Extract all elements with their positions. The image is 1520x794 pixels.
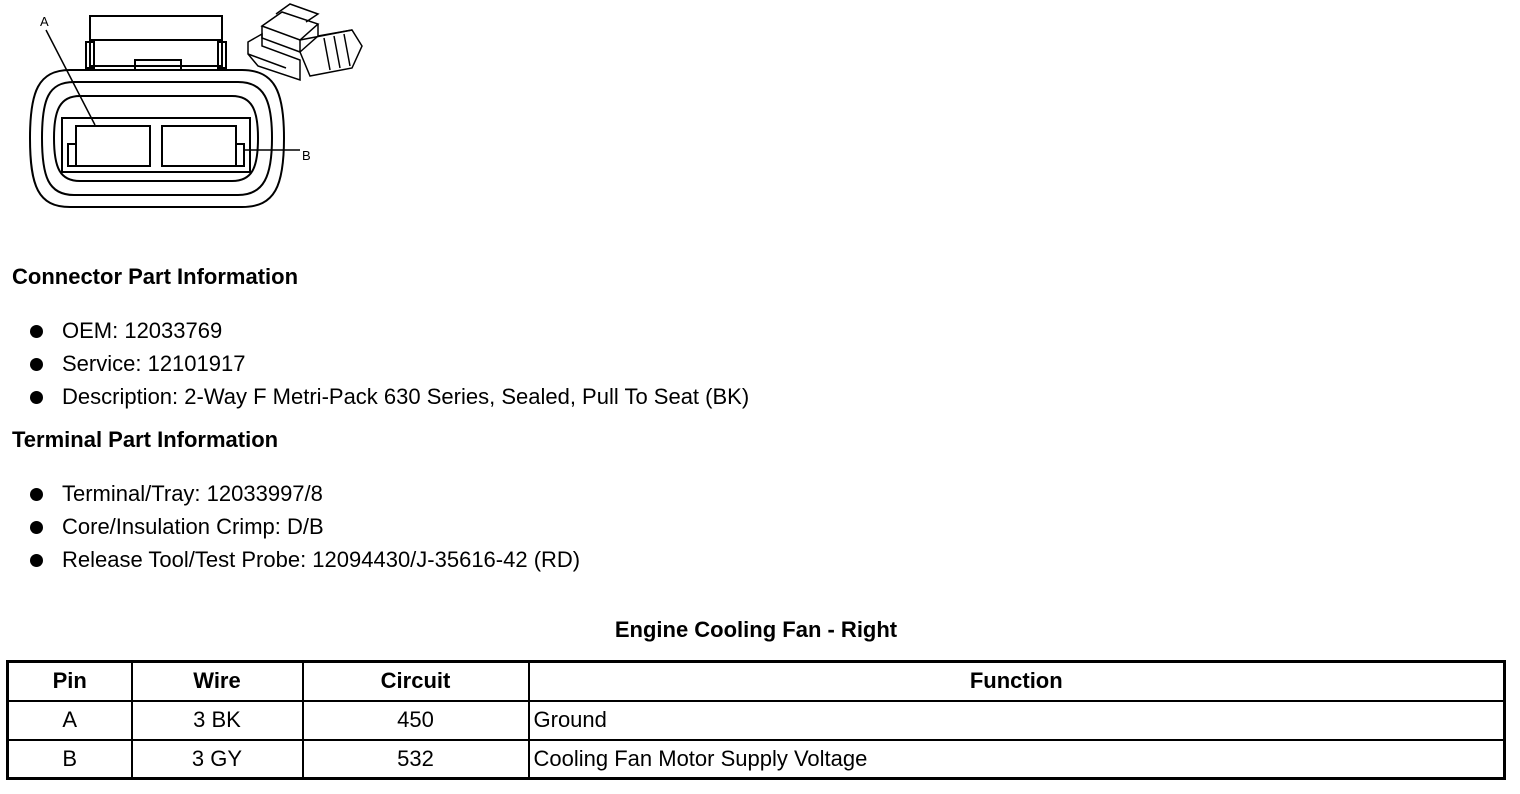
connector-oem: OEM: 12033769 xyxy=(62,318,223,343)
list-item xyxy=(28,513,580,546)
terminal-release-tool: Release Tool/Test Probe: 12094430/J-35616-42 (RD) xyxy=(62,547,581,572)
list-item xyxy=(28,546,580,579)
bullet-icon xyxy=(30,521,43,534)
connector-service: Service: 12101917 xyxy=(62,351,246,376)
table-title: Engine Cooling Fan - Right xyxy=(614,617,898,642)
terminal-info-title: Terminal Part Information xyxy=(12,427,279,452)
terminal-info-list xyxy=(28,480,580,579)
cell-circuit: 450 xyxy=(303,701,529,740)
table-row xyxy=(8,740,1505,779)
header-pin: Pin xyxy=(8,662,132,701)
bullet-icon xyxy=(30,358,43,371)
cell-pin: A xyxy=(8,701,132,740)
cell-pin: B xyxy=(8,740,132,779)
cell-wire: 3 GY xyxy=(132,740,303,779)
connector-info-title: Connector Part Information xyxy=(12,264,299,289)
header-circuit: Circuit xyxy=(303,662,529,701)
connector-description: Description: 2-Way F Metri-Pack 630 Series, Sealed, Pull To Seat (BK) xyxy=(62,384,750,409)
list-item xyxy=(28,383,749,416)
bullet-icon xyxy=(30,488,43,501)
cell-circuit: 532 xyxy=(303,740,529,779)
pin-a-label: A xyxy=(40,14,49,29)
table-row xyxy=(8,701,1505,740)
header-function: Function xyxy=(529,662,1505,701)
bullet-icon xyxy=(30,325,43,338)
terminal-tray: Terminal/Tray: 12033997/8 xyxy=(62,481,323,506)
cell-function: Ground xyxy=(529,701,1505,740)
list-item xyxy=(28,317,749,350)
connector-diagram xyxy=(0,0,380,220)
bullet-icon xyxy=(30,554,43,567)
bullet-icon xyxy=(30,391,43,404)
list-item xyxy=(28,350,749,383)
connector-info-list xyxy=(28,317,749,416)
pin-b-label: B xyxy=(302,148,311,163)
table-header-row xyxy=(8,662,1505,701)
list-item xyxy=(28,480,580,513)
cell-function: Cooling Fan Motor Supply Voltage xyxy=(529,740,1505,779)
pin-table xyxy=(6,660,1506,780)
terminal-crimp: Core/Insulation Crimp: D/B xyxy=(62,514,324,539)
cell-wire: 3 BK xyxy=(132,701,303,740)
header-wire: Wire xyxy=(132,662,303,701)
